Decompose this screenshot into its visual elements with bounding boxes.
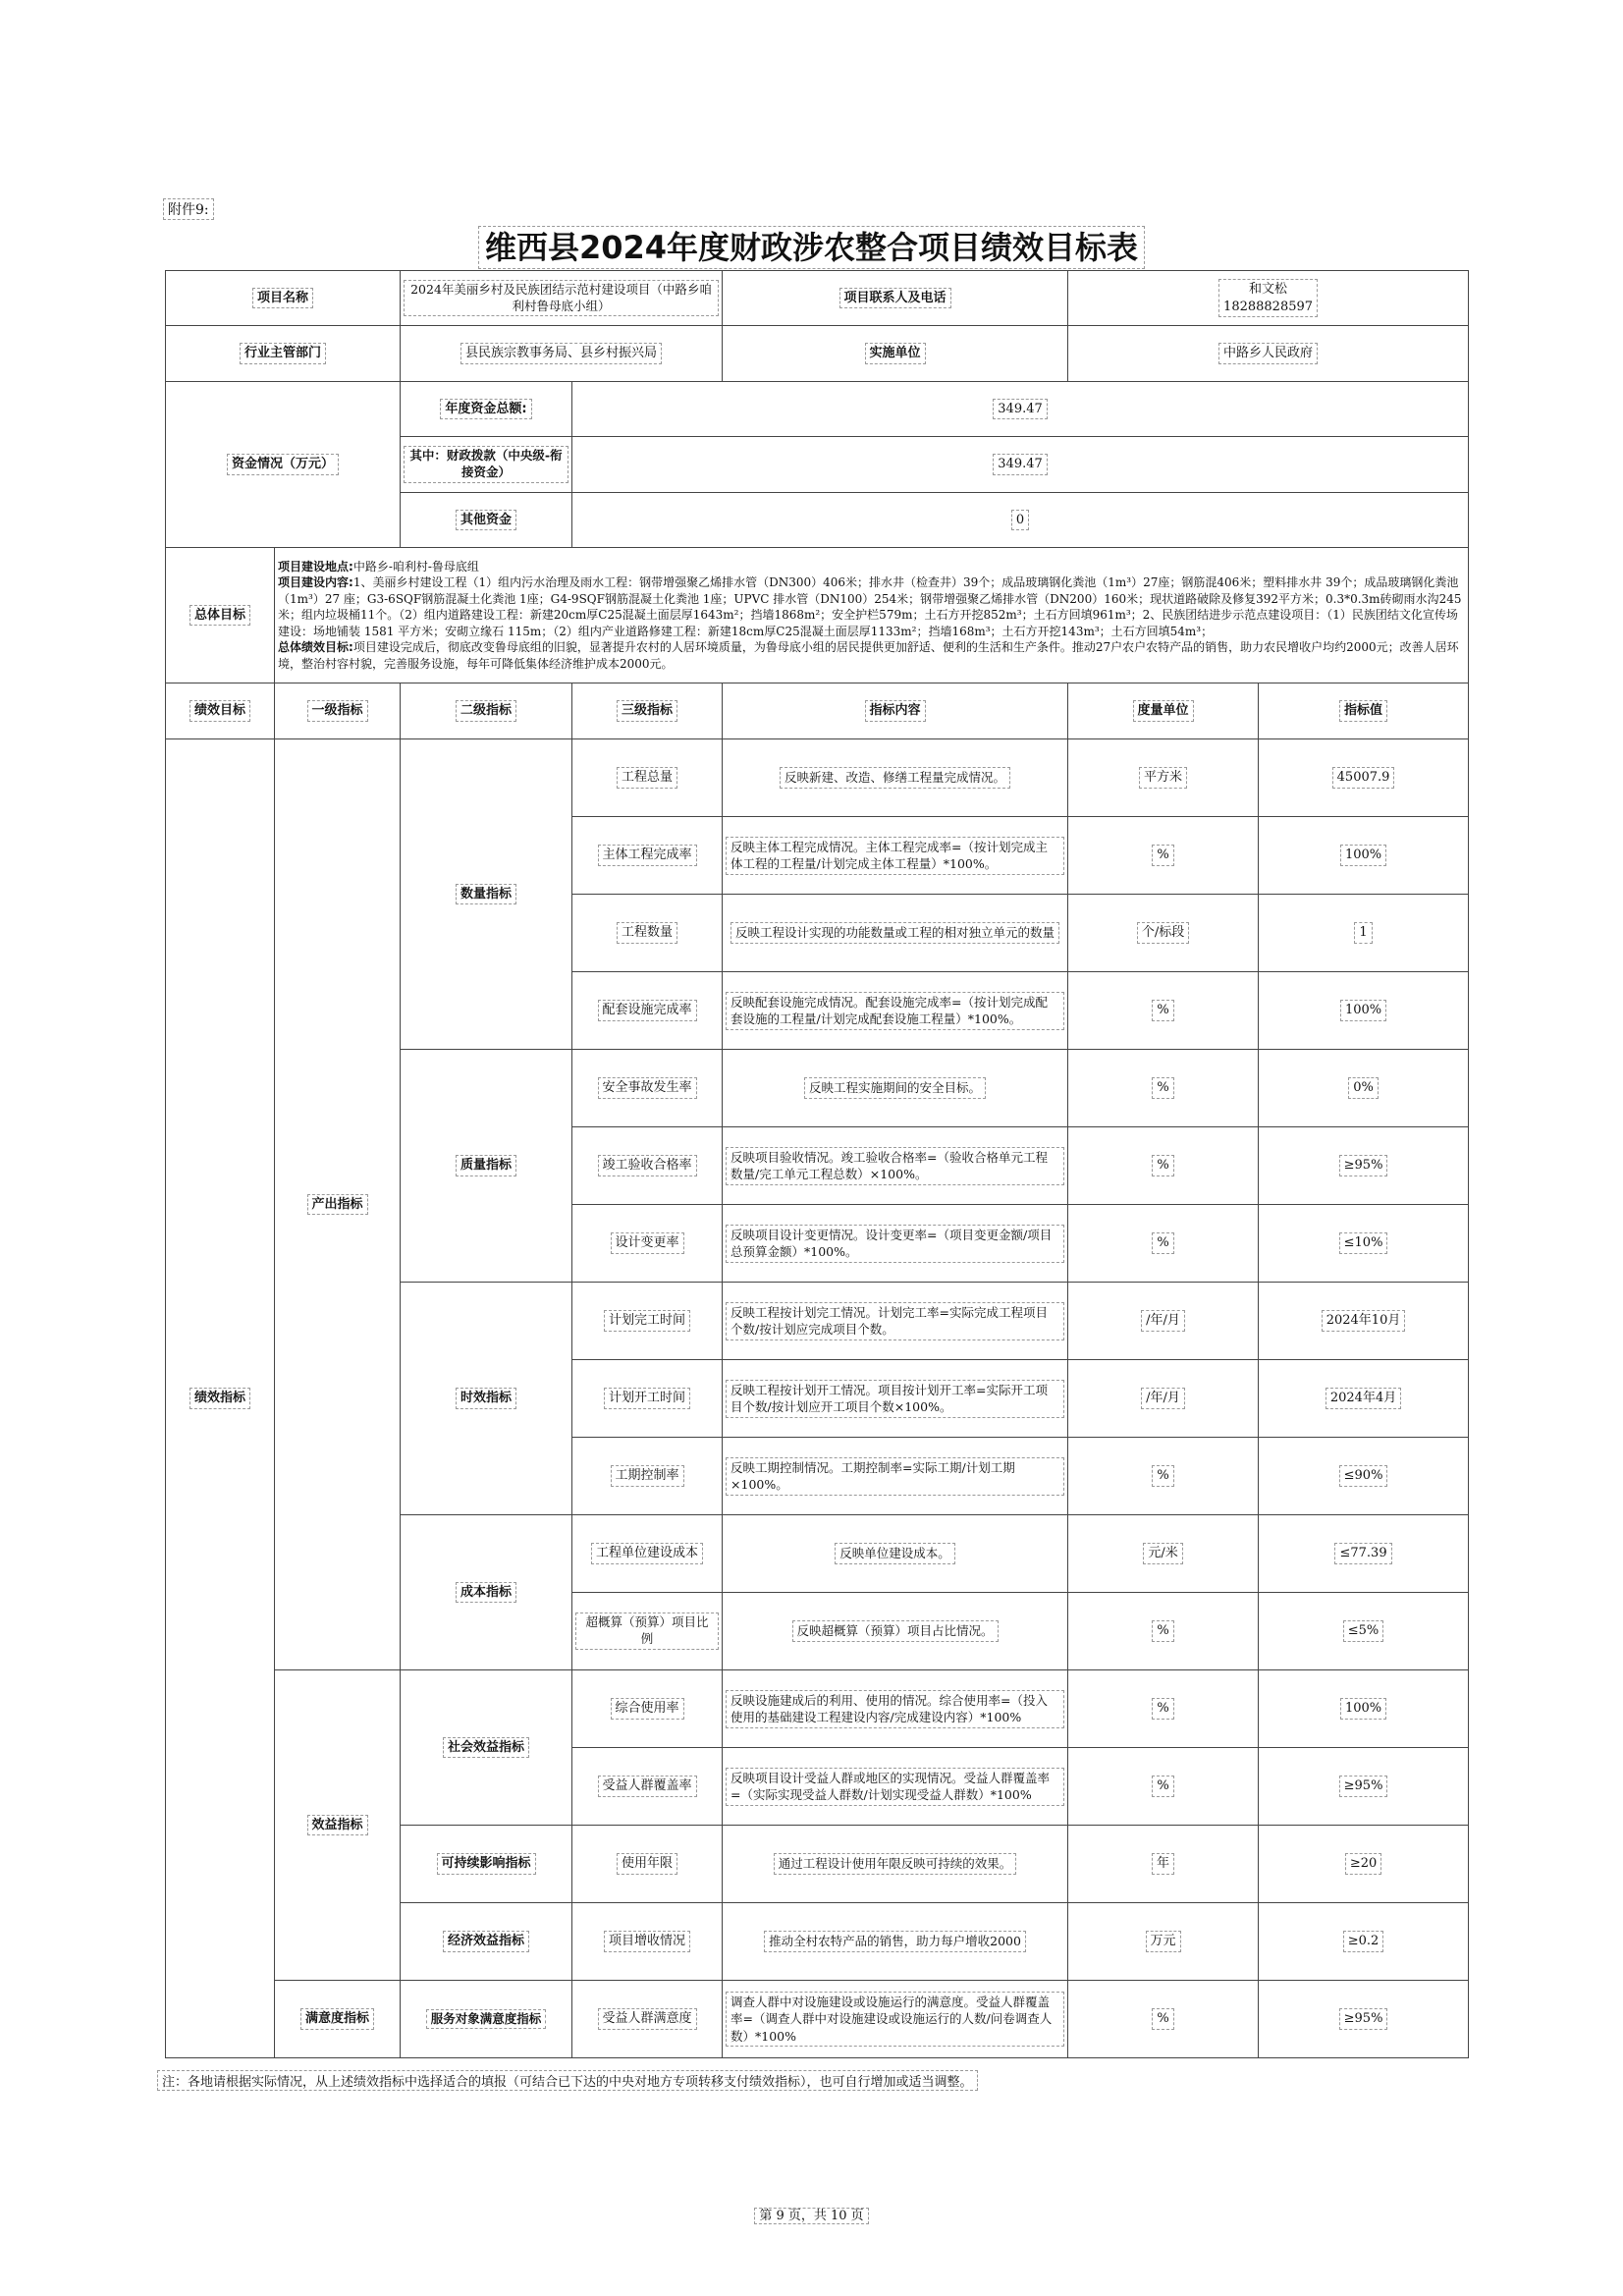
page-number-wrap — [0, 2205, 1623, 2223]
indicator-value: 2024年4月 — [1325, 1388, 1401, 1409]
row-project — [166, 271, 1469, 326]
indicator-name: 计划开工时间 — [604, 1388, 690, 1409]
row-header — [166, 683, 1469, 739]
indicator-name: 受益人群覆盖率 — [598, 1776, 697, 1797]
label-implementer: 实施单位 — [865, 343, 926, 364]
indicator-value: ≤10% — [1339, 1232, 1388, 1254]
indicator-content: 反映配套设施完成情况。配套设施完成率=（按计划完成配套设施的工程量/计划完成配套设施工程量）*100%。 — [726, 992, 1064, 1030]
project-name: 2024年美丽乡村及民族团结示范村建设项目（中路乡咱利村鲁母底小组） — [404, 280, 719, 317]
label-funds: 资金情况（万元） — [227, 454, 339, 475]
indicator-name: 工程数量 — [617, 922, 677, 944]
table-row — [166, 1981, 1469, 2058]
level1-benefit: 效益指标 — [307, 1815, 368, 1836]
contact-phone: 18288828597 — [1223, 299, 1314, 314]
goal-label: 总体绩效目标: — [278, 640, 353, 655]
header-value: 指标值 — [1339, 700, 1387, 722]
indicator-value: ≤90% — [1339, 1465, 1388, 1487]
indicator-name: 计划完工时间 — [604, 1310, 690, 1332]
overall-goal: 项目建设完成后，彻底改变鲁母底组的旧貌，显著提升农村的人居环境质量，为鲁母底小组的居民提供更加舒适、便利的生活和生产条件。推动27户农户农特产品的销售，助力农民增收户均约2000元；改善人居环境，整治村容村貌，完善服务设施，每年可降低集体经济维护成本2000元。 — [278, 640, 1459, 671]
header-content: 指标内容 — [865, 700, 926, 722]
indicator-name: 超概算（预算）项目比例 — [575, 1613, 719, 1650]
indicator-unit: /年/月 — [1141, 1310, 1185, 1332]
footnote: 注：各地请根据实际情况，从上述绩效指标中选择适合的填报（可结合已下达的中央对地方专项转移支付绩效指标），也可自行增加或适当调整。 — [157, 2070, 978, 2091]
row-department — [166, 326, 1469, 382]
indicator-unit: 平方米 — [1139, 767, 1187, 789]
label-department: 行业主管部门 — [240, 343, 326, 364]
level2-quality: 质量指标 — [456, 1155, 516, 1176]
indicator-unit: % — [1152, 1000, 1173, 1021]
indicator-content: 通过工程设计使用年限反映可持续的效果。 — [774, 1853, 1017, 1875]
level2-time: 时效指标 — [456, 1388, 516, 1409]
level2-economic: 经济效益指标 — [443, 1931, 529, 1952]
indicator-value: ≤77.39 — [1334, 1543, 1391, 1564]
indicator-value: ≥20 — [1345, 1853, 1381, 1875]
contact-box — [1218, 279, 1318, 317]
indicator-content: 推动全村农特产品的销售，助力每户增收2000 — [764, 1931, 1026, 1952]
indicator-value: 0% — [1348, 1077, 1379, 1099]
other-funds: 0 — [1011, 510, 1029, 531]
indicator-value: 100% — [1340, 1000, 1386, 1021]
indicator-value: ≤5% — [1343, 1620, 1384, 1642]
indicator-content: 反映工期控制情况。工期控制率=实际工期/计划工期×100%。 — [726, 1457, 1064, 1496]
build-content: 1、美丽乡村建设工程（1）组内污水治理及雨水工程：钢带增强聚乙烯排水管（DN300）406米；排水井（检查井）39个；成品玻璃钢化粪池（1m³）27座；钢筋混406米；塑料排水井 39个；成品玻璃钢化粪池（1m³）27 座；G3-6SQF钢筋混凝土化粪池 1座；G4-9SQF钢筋混凝土化粪池 1座；UPVC 排水管（DN100）254米；钢带增强聚乙烯排水管（DN200）160米；现状道路破除及修复392平方米；0.3*0.3m砖砌雨水沟245米；组内垃圾桶11个。（2）组内道路建设工程：新建20cm厚C25混凝土面层厚1643m²；挡墙1868m²；安全护栏579m；土石方开挖852m³；土石方回填961m³；2、民族团结进步示范点建设项目：（1）民族团结文化宣传场建设：场地铺装 1581 平方米；安砌立缘石 115m；（2）组内产业道路修建工程：新建18cm厚C25混凝土面层厚1133m²；挡墙168m³；土石方开挖143m³；土石方回填54m³； — [278, 575, 1462, 638]
indicator-unit: % — [1152, 1155, 1173, 1176]
indicator-content: 反映工程按计划开工情况。项目按计划开工率=实际开工项目个数/按计划应开工项目个数×100%。 — [726, 1380, 1064, 1418]
indicator-unit: % — [1152, 1698, 1173, 1720]
indicator-value: 2024年10月 — [1322, 1310, 1406, 1332]
table-row — [166, 739, 1469, 817]
indicator-unit: % — [1152, 1465, 1173, 1487]
indicator-value: ≥95% — [1339, 2008, 1388, 2030]
level1-satisfaction: 满意度指标 — [300, 2008, 374, 2030]
level2-sustain: 可持续影响指标 — [437, 1853, 536, 1875]
label-annual-total: 年度资金总额: — [440, 399, 531, 420]
header-level2: 二级指标 — [456, 700, 516, 722]
indicator-name: 项目增收情况 — [604, 1931, 690, 1952]
row-overall — [166, 548, 1469, 683]
overall-goal-text — [275, 548, 1469, 683]
indicator-value: 100% — [1340, 845, 1386, 866]
indicator-name: 工期控制率 — [611, 1465, 684, 1487]
indicator-unit: % — [1152, 1077, 1173, 1099]
indicator-content: 反映工程设计实现的功能数量或工程的相对独立单元的数量 — [730, 922, 1059, 944]
indicator-unit: 元/米 — [1143, 1543, 1182, 1564]
indicator-unit: 年 — [1152, 1853, 1174, 1875]
label-overall-goal: 总体目标 — [189, 605, 250, 627]
indicator-unit: /年/月 — [1141, 1388, 1185, 1409]
level2-quantity: 数量指标 — [456, 884, 516, 905]
header-level3: 三级指标 — [617, 700, 677, 722]
indicator-unit: % — [1152, 2008, 1173, 2030]
label-contact: 项目联系人及电话 — [839, 288, 951, 309]
page-title-wrap — [0, 223, 1623, 268]
contact-name: 和文松 — [1249, 281, 1288, 297]
indicator-content: 反映超概算（预算）项目占比情况。 — [792, 1620, 999, 1642]
indicator-unit: 个/标段 — [1137, 922, 1189, 944]
level2-social: 社会效益指标 — [443, 1737, 529, 1759]
header-perf-goal: 绩效目标 — [189, 700, 250, 722]
annual-total: 349.47 — [993, 399, 1048, 420]
level2-cost: 成本指标 — [456, 1582, 516, 1604]
page-title: 维西县2024年度财政涉农整合项目绩效目标表 — [478, 226, 1145, 269]
indicator-content: 调查人群中对设施建设或设施运行的满意度。受益人群覆盖率=（调查人群中对设施建设或设施运行的人数/问卷调查人数）*100% — [726, 1992, 1064, 2048]
indicator-name: 综合使用率 — [611, 1698, 684, 1720]
indicator-content: 反映工程按计划完工情况。计划完工率=实际完成工程项目个数/按计划应完成项目个数。 — [726, 1302, 1064, 1340]
label-project-name: 项目名称 — [252, 288, 313, 309]
indicator-content: 反映主体工程完成情况。主体工程完成率=（按计划完成主体工程的工程量/计划完成主体工程量）*100%。 — [726, 837, 1064, 875]
location-label: 项目建设地点: — [278, 559, 353, 574]
header-level1: 一级指标 — [307, 700, 368, 722]
indicator-value: ≥95% — [1339, 1776, 1388, 1797]
indicator-value: 45007.9 — [1332, 767, 1395, 789]
location: 中路乡-咱利村-鲁母底组 — [352, 559, 479, 574]
indicator-name: 安全事故发生率 — [598, 1077, 697, 1099]
indicator-unit: 万元 — [1146, 1931, 1181, 1952]
indicator-unit: % — [1152, 1620, 1173, 1642]
indicator-content: 反映工程实施期间的安全目标。 — [804, 1077, 986, 1099]
level1-output: 产出指标 — [307, 1194, 368, 1216]
indicator-content: 反映项目设计变更情况。设计变更率=（项目变更金额/项目总预算金额）*100%。 — [726, 1225, 1064, 1263]
label-perf-indicator: 绩效指标 — [189, 1388, 250, 1409]
indicator-content: 反映项目验收情况。竣工验收合格率=（验收合格单元工程数量/完工单元工程总数）×100%。 — [726, 1147, 1064, 1185]
indicator-value: 1 — [1354, 922, 1372, 944]
table-row — [166, 1670, 1469, 1748]
indicator-content: 反映项目设计受益人群或地区的实现情况。受益人群覆盖率=（实际实现受益人群数/计划实现受益人群数）*100% — [726, 1768, 1064, 1806]
indicator-name: 竣工验收合格率 — [598, 1155, 697, 1176]
page-number: 第 9 页，共 10 页 — [754, 2208, 868, 2224]
indicator-content: 反映设施建成后的利用、使用的情况。综合使用率=（投入使用的基础建设工程建设内容/完成建设内容）*100% — [726, 1690, 1064, 1728]
indicator-content: 反映新建、改造、修缮工程量完成情况。 — [780, 767, 1010, 789]
indicator-name: 设计变更率 — [611, 1232, 684, 1254]
indicator-value: 100% — [1340, 1698, 1386, 1720]
header-unit: 度量单位 — [1133, 700, 1194, 722]
attachment-label: 附件9: — [163, 198, 214, 220]
indicator-content: 反映单位建设成本。 — [835, 1543, 955, 1564]
label-of-which: 其中：财政拨款（中央级-衔接资金） — [404, 446, 568, 483]
indicator-unit: % — [1152, 1776, 1173, 1797]
indicator-name: 主体工程完成率 — [598, 845, 697, 866]
label-other-funds: 其他资金 — [456, 510, 516, 531]
performance-table — [165, 270, 1469, 2058]
indicator-value: ≥0.2 — [1343, 1931, 1384, 1952]
indicator-unit: % — [1152, 845, 1173, 866]
row-funds-total — [166, 382, 1469, 437]
indicator-name: 工程总量 — [617, 767, 677, 789]
indicator-name: 配套设施完成率 — [598, 1000, 697, 1021]
department: 县民族宗教事务局、县乡村振兴局 — [460, 343, 662, 364]
indicator-name: 使用年限 — [617, 1853, 677, 1875]
central-funds: 349.47 — [993, 454, 1048, 475]
level2-service: 服务对象满意度指标 — [426, 2009, 547, 2030]
implementer: 中路乡人民政府 — [1218, 343, 1318, 364]
indicator-value: ≥95% — [1339, 1155, 1388, 1176]
indicator-name: 工程单位建设成本 — [591, 1543, 703, 1564]
indicator-unit: % — [1152, 1232, 1173, 1254]
content-label: 项目建设内容: — [278, 575, 353, 590]
indicator-name: 受益人群满意度 — [598, 2008, 697, 2030]
